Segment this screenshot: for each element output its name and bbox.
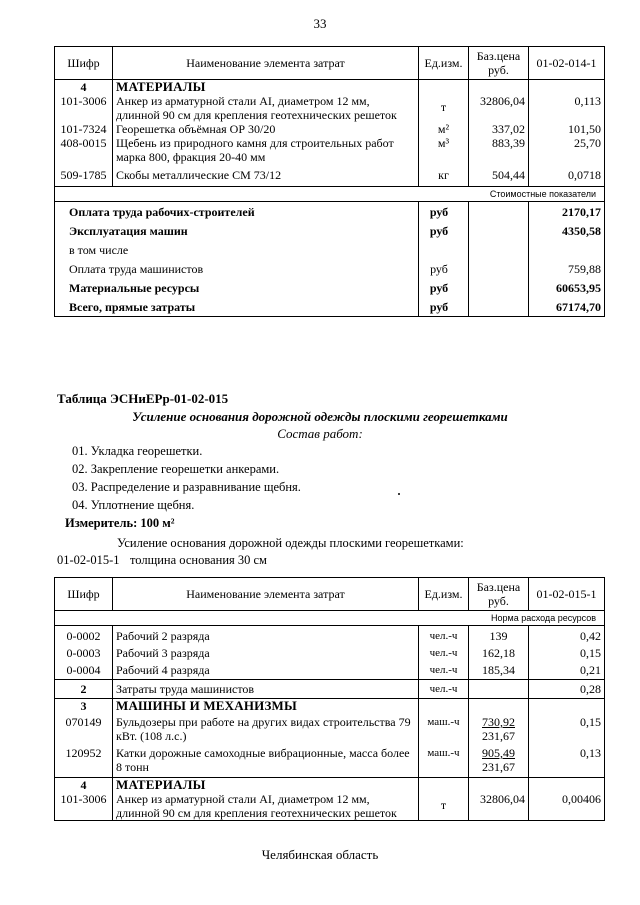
table-row (55, 136, 605, 164)
header-code: Шифр (55, 578, 113, 611)
table-title: Таблица ЭСНиЕРр-01-02-015 (57, 391, 229, 406)
total-value: 759,88 (529, 259, 605, 278)
total-value (529, 240, 605, 259)
table-row (55, 626, 605, 644)
total-label: в том числе (55, 240, 419, 259)
header-price (469, 578, 529, 611)
row-name: Георешетка объёмная ОР 30/20 (113, 122, 419, 136)
header-unit: Ед.изм. (419, 47, 469, 80)
band-label: Стоимостные показатели (55, 187, 605, 202)
total-unit: руб (419, 202, 469, 222)
header-price (469, 47, 529, 80)
row-price: 32806,04 (469, 792, 529, 821)
row-code: 0-0003 (55, 643, 113, 660)
total-value: 67174,70 (529, 297, 605, 317)
header-price-line1: Баз.цена (476, 580, 521, 594)
row-price: 139 (469, 626, 529, 644)
work-description: Усиление основания дорожной одежды плоскими георешетками: (117, 536, 464, 550)
row-name: Анкер из арматурной стали AI, диаметром 12 мм, длинной 90 см для крепления геотехнических решеток (113, 94, 419, 122)
row-name: Рабочий 4 разряда (113, 660, 419, 680)
row-value: 25,70 (529, 136, 605, 164)
table-row (55, 713, 605, 743)
row-name: Скобы металлические СМ 73/12 (113, 164, 419, 187)
total-row (55, 240, 605, 259)
measure-unit: Измеритель: 100 м² (65, 516, 175, 530)
table-subtitle: Усиление основания дорожной одежды плоскими георешетками (132, 409, 508, 424)
row-unit: чел.-ч (419, 660, 469, 680)
work-step: 02. Закрепление георешетки анкерами. (72, 462, 280, 476)
row-unit: чел.-ч (419, 643, 469, 660)
row-code: 070149 (55, 713, 113, 743)
header-price-line1: Баз.цена (476, 49, 521, 63)
row-code: 101-7324 (55, 122, 113, 136)
section-number: 4 (55, 80, 113, 95)
row-value: 0,15 (529, 643, 605, 660)
total-label: Материальные ресурсы (55, 278, 419, 297)
table-01-02-014-1 (54, 46, 605, 317)
stray-dot (398, 493, 400, 495)
row-code: 101-3006 (55, 94, 113, 122)
row-unit: маш.-ч (419, 743, 469, 778)
norm-thickness: толщина основания 30 см (130, 553, 267, 567)
band-row (55, 187, 605, 202)
row-price: 32806,04 (469, 94, 529, 122)
table-header-row (55, 578, 605, 611)
row-price: 883,39 (469, 136, 529, 164)
total-row (55, 259, 605, 278)
row-name: Анкер из арматурной стали AI, диаметром 12 мм, длинной 90 см для крепления геотехнических решеток (113, 792, 419, 821)
row-unit: кг (419, 164, 469, 187)
row-name: Щебень из природного камня для строительных работ марка 800, фракция 20-40 мм (113, 136, 419, 164)
work-step: 01. Укладка георешетки. (72, 444, 203, 458)
header-unit: Ед.изм. (419, 578, 469, 611)
total-label: Эксплуатация машин (55, 221, 419, 240)
table-row (55, 743, 605, 778)
row-unit: т (419, 94, 469, 122)
row-name: Затраты труда машинистов (113, 680, 419, 699)
norm-code: 01-02-015-1 (57, 553, 120, 567)
table-row (55, 643, 605, 660)
total-unit: руб (419, 297, 469, 317)
section-number: 4 (55, 778, 113, 793)
total-row (55, 278, 605, 297)
total-label: Всего, прямые затраты (55, 297, 419, 317)
row-code: 120952 (55, 743, 113, 778)
table-01-02-015-1 (54, 577, 605, 821)
header-name: Наименование элемента затрат (113, 578, 419, 611)
total-label: Оплата труда рабочих-строителей (55, 202, 419, 222)
row-code: 509-1785 (55, 164, 113, 187)
section-row (55, 699, 605, 714)
row-price (469, 713, 529, 743)
row-name: Бульдозеры при работе на других видах строительства 79 кВт. (108 л.с.) (113, 713, 419, 743)
row-name: Рабочий 3 разряда (113, 643, 419, 660)
machine-price: 905,49 (482, 746, 515, 760)
row-price: 162,18 (469, 643, 529, 660)
row-code: 0-0004 (55, 660, 113, 680)
work-step: 04. Уплотнение щебня. (72, 498, 195, 512)
section-row (55, 778, 605, 793)
table-row (55, 792, 605, 821)
machine-wage: 231,67 (482, 760, 515, 774)
row-value: 101,50 (529, 122, 605, 136)
row-unit: т (419, 792, 469, 821)
section-title: МАШИНЫ И МЕХАНИЗМЫ (113, 699, 419, 714)
work-composition-title: Состав работ: (277, 426, 363, 441)
header-name: Наименование элемента затрат (113, 47, 419, 80)
total-value: 2170,17 (529, 202, 605, 222)
work-step: 03. Распределение и разравнивание щебня. (72, 480, 301, 494)
section-row (55, 80, 605, 95)
total-value: 60653,95 (529, 278, 605, 297)
row-value: 0,42 (529, 626, 605, 644)
total-row (55, 221, 605, 240)
total-unit (419, 240, 469, 259)
row-value: 0,13 (529, 743, 605, 778)
table-row (55, 660, 605, 680)
row-price (469, 743, 529, 778)
row-unit: маш.-ч (419, 713, 469, 743)
total-unit: руб (419, 259, 469, 278)
header-price-line2: руб. (488, 594, 509, 608)
row-code: 408-0015 (55, 136, 113, 164)
total-row (55, 202, 605, 222)
total-row (55, 297, 605, 317)
band-label: Норма расхода ресурсов (55, 611, 605, 626)
row-value: 0,21 (529, 660, 605, 680)
table-row (55, 164, 605, 187)
header-col-id: 01-02-015-1 (529, 578, 605, 611)
row-value: 0,28 (529, 680, 605, 699)
row-unit: чел.-ч (419, 680, 469, 699)
band-row (55, 611, 605, 626)
header-price-line2: руб. (488, 63, 509, 77)
row-unit: м³ (419, 136, 469, 164)
header-col-id: 01-02-014-1 (529, 47, 605, 80)
total-unit: руб (419, 221, 469, 240)
machine-price: 730,92 (482, 715, 515, 729)
row-price: 504,44 (469, 164, 529, 187)
row-value: 0,0718 (529, 164, 605, 187)
total-unit: руб (419, 278, 469, 297)
page-number: 33 (313, 16, 327, 31)
table-row (55, 94, 605, 122)
table-row (55, 680, 605, 699)
row-value: 0,15 (529, 713, 605, 743)
row-name: Катки дорожные самоходные вибрационные, масса более 8 тонн (113, 743, 419, 778)
row-value: 0,113 (529, 94, 605, 122)
row-code: 101-3006 (55, 792, 113, 821)
row-unit: м² (419, 122, 469, 136)
row-unit: чел.-ч (419, 626, 469, 644)
row-price: 337,02 (469, 122, 529, 136)
row-name: Рабочий 2 разряда (113, 626, 419, 644)
section-number: 3 (55, 699, 113, 714)
section-title: МАТЕРИАЛЫ (113, 80, 419, 95)
header-code: Шифр (55, 47, 113, 80)
row-code: 0-0002 (55, 626, 113, 644)
total-label: Оплата труда машинистов (55, 259, 419, 278)
machine-wage: 231,67 (482, 729, 515, 743)
row-price: 185,34 (469, 660, 529, 680)
page-footer: Челябинская область (261, 847, 379, 862)
row-value: 0,00406 (529, 792, 605, 821)
total-value: 4350,58 (529, 221, 605, 240)
section-title: МАТЕРИАЛЫ (113, 778, 419, 793)
section-number: 2 (55, 680, 113, 699)
table-header-row (55, 47, 605, 80)
table-row (55, 122, 605, 136)
